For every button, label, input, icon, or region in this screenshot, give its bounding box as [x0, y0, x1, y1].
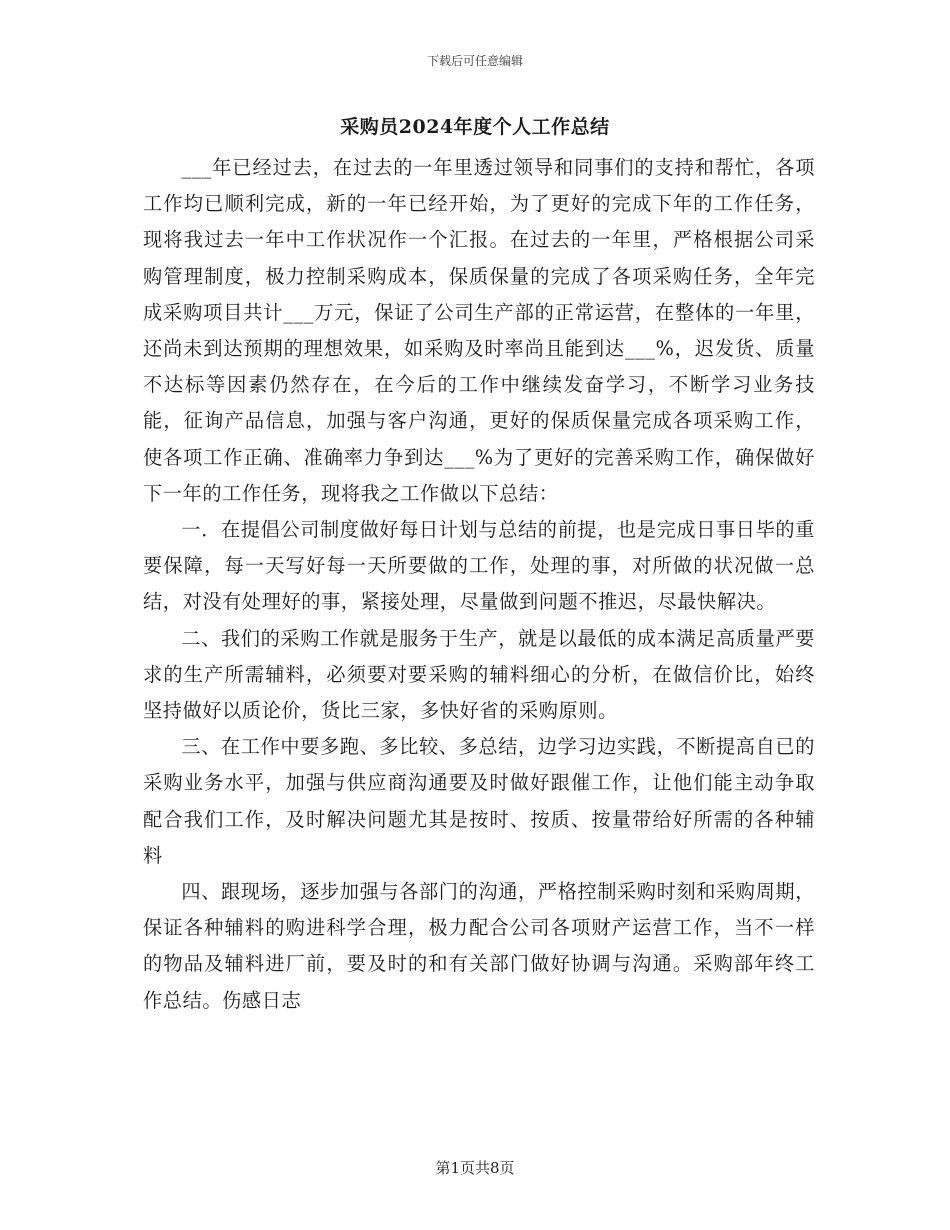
- paragraph-point-4: 四、跟现场，逐步加强与各部门的沟通，严格控制采购时刻和采购周期，保证各种辅料的购进科学合理，极力配合公司各项财产运营工作，当不一样的物品及辅料进厂前，要及时的和有关部门做好协调与沟通。采购部年终工作总结。伤感日志: [143, 880, 815, 1012]
- paragraph-point-3: 三、在工作中要多跑、多比较、多总结，边学习边实践，不断提高自已的采购业务水平，加强与供应商沟通要及时做好跟催工作，让他们能主动争取配合我们工作，及时解决问题尤其是按时、按质、按量带给好所需的各种辅料: [143, 735, 815, 867]
- page-header-note: 下载后可任意编辑: [426, 54, 523, 68]
- document-body: [143, 150, 815, 1019]
- page-number: 第1页共8页: [435, 1159, 515, 1177]
- document-title: 采购员2024年度个人工作总结: [340, 116, 610, 138]
- paragraph-point-2: 二、我们的采购工作就是服务于生产，就是以最低的成本满足高质量严要求的生产所需辅料，必须要对要采购的辅料细心的分析，在做信价比，始终坚持做好以质论价，货比三家，多快好省的采购原则。: [143, 626, 815, 723]
- paragraph-intro: ___年已经过去，在过去的一年里透过领导和同事们的支持和帮忙，各项工作均已顺利完成，新的一年已经开始，为了更好的完成下年的工作任务，现将我过去一年中工作状况作一个汇报。在过去的一年里，严格根据公司采购管理制度，极力控制采购成本，保质保量的完成了各项采购任务，全年完成采购项目共计___万元，保证了公司生产部的正常运营，在整体的一年里，还尚未到达预期的理想效果，如采购及时率尚且能到达___%，迟发货、质量不达标等因素仍然存在，在今后的工作中继续发奋学习，不断学习业务技能，征询产品信息，加强与客户沟通，更好的保质保量完成各项采购工作，使各项工作正确、准确率力争到达___%为了更好的完善采购工作，确保做好下一年的工作任务，现将我之工作做以下总结：: [143, 156, 815, 505]
- paragraph-point-1: 一．在提倡公司制度做好每日计划与总结的前提，也是完成日事日毕的重要保障，每一天写好每一天所要做的工作，处理的事，对所做的状况做一总结，对没有处理好的事，紧接处理，尽量做到问题不推迟，尽最快解决。: [143, 518, 815, 614]
